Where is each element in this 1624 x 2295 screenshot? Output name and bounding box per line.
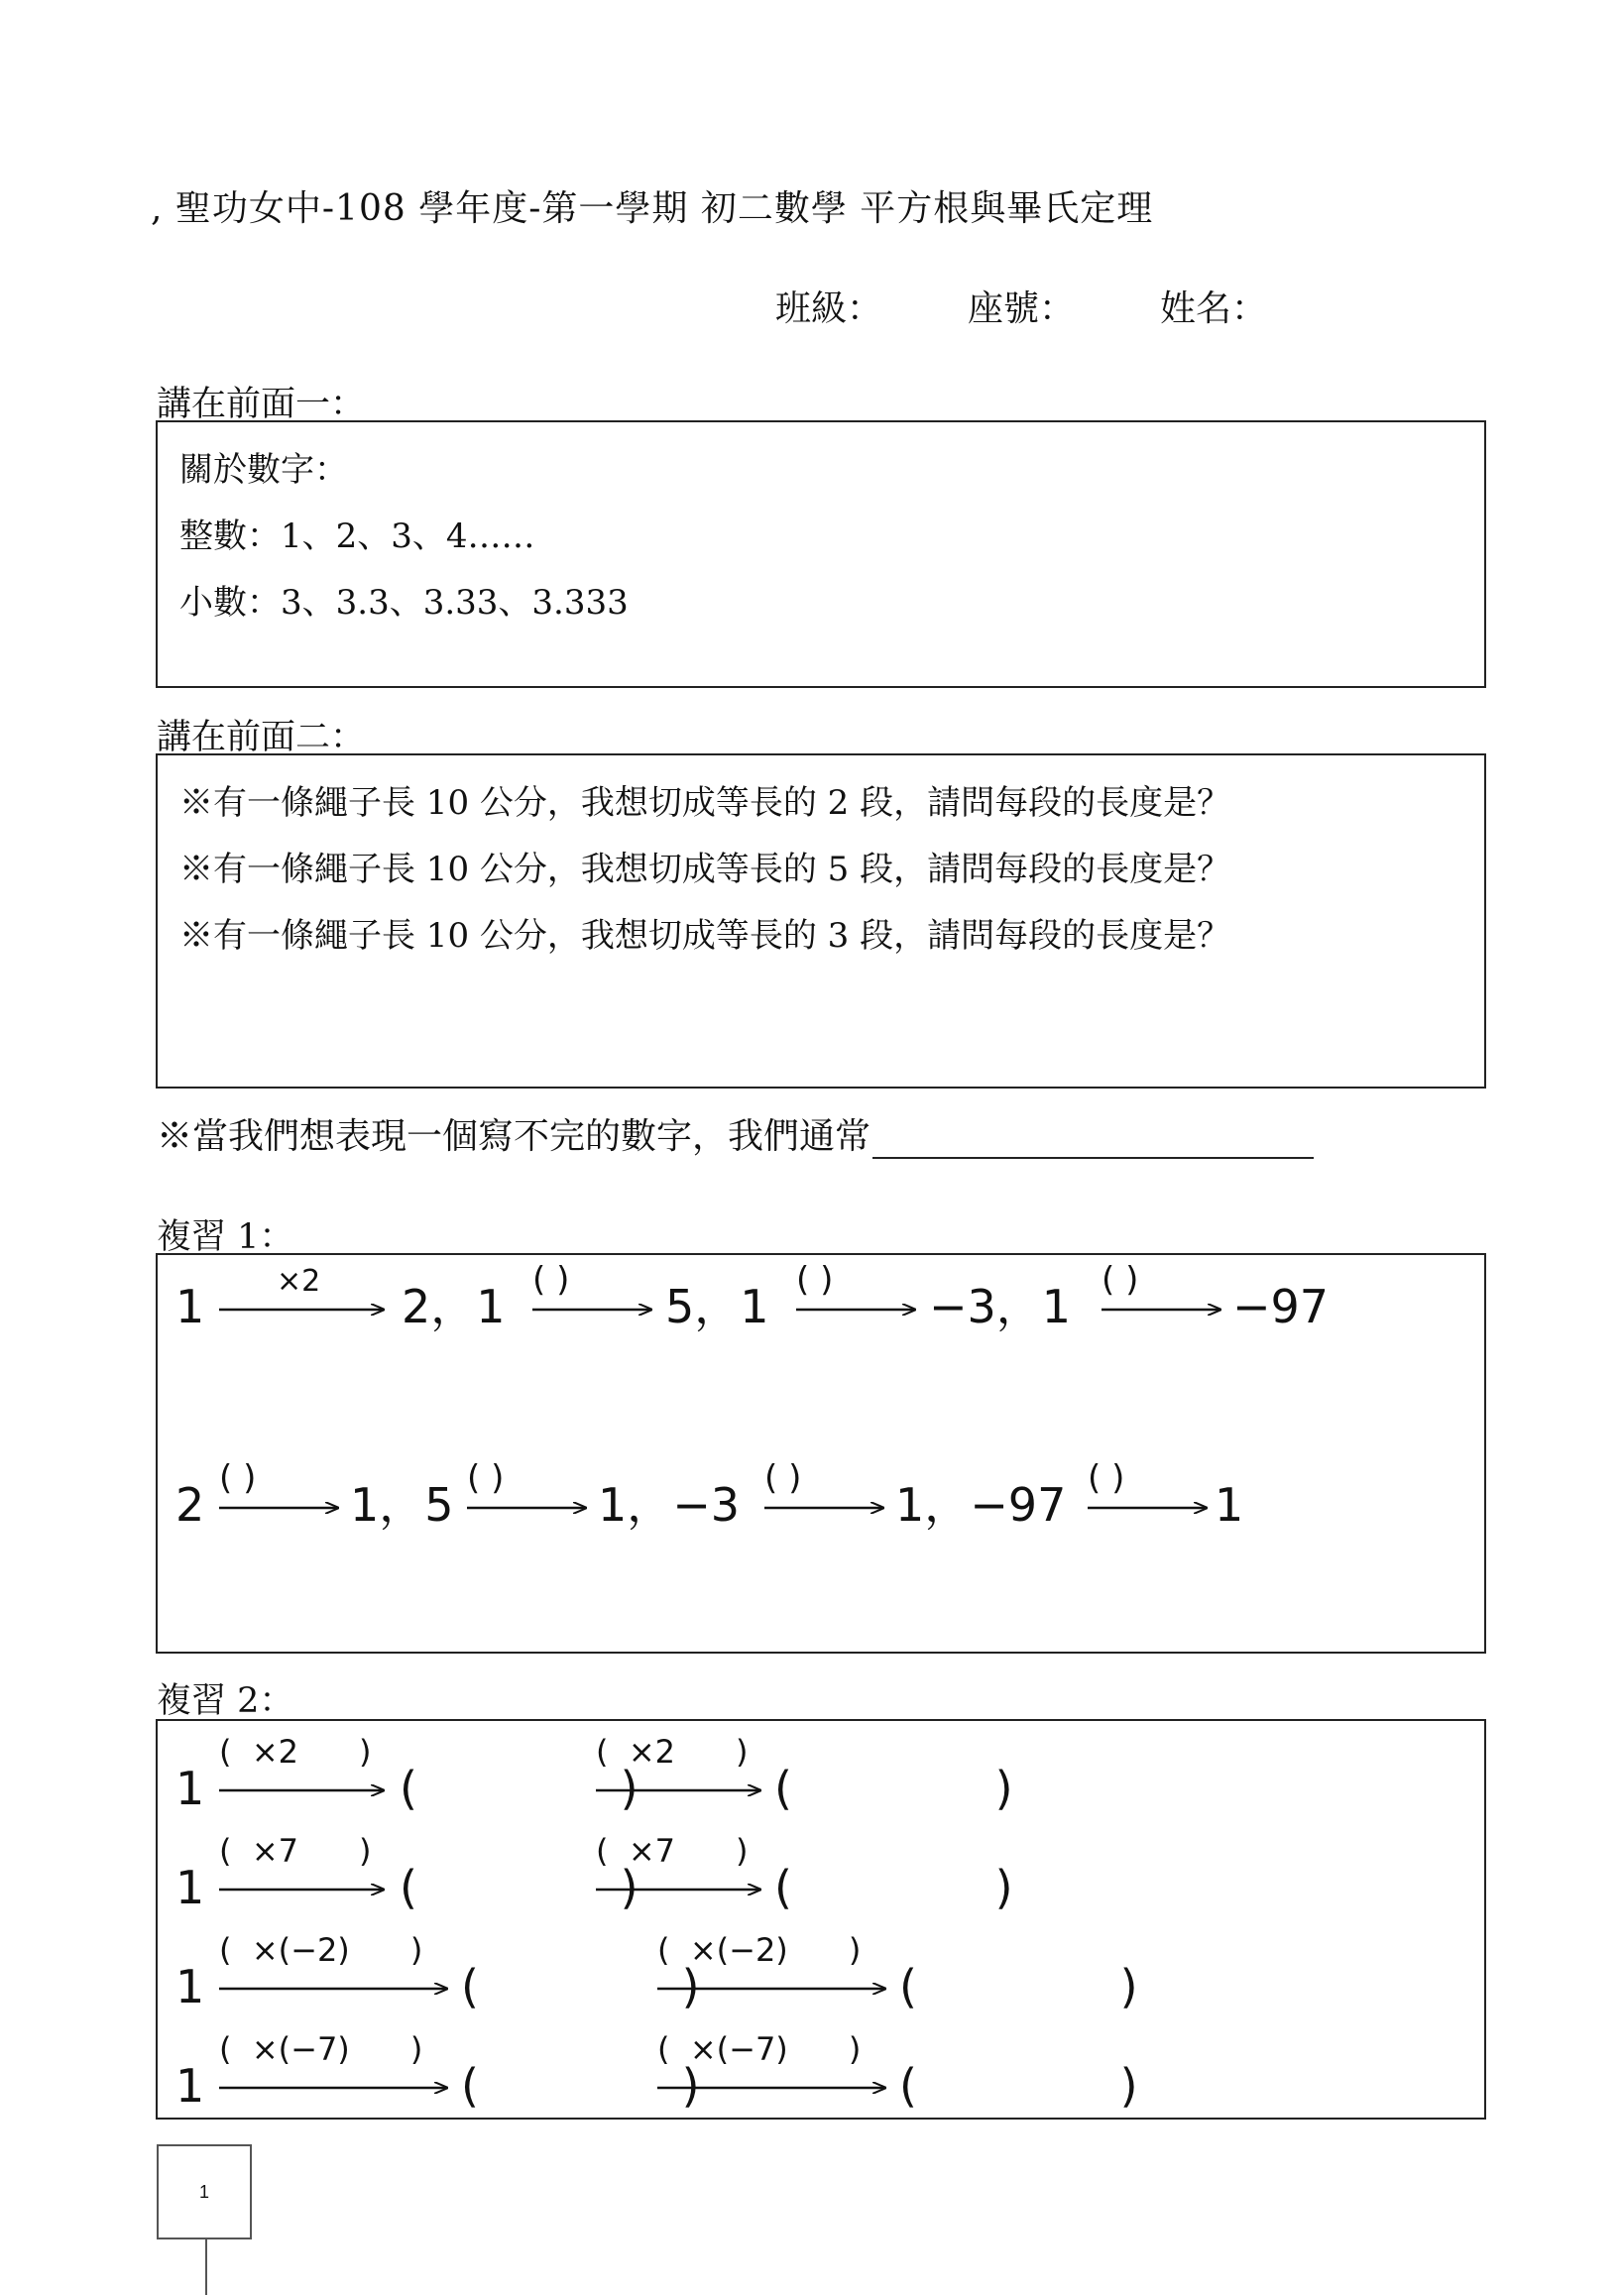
review1-label: 複習 1： [157,1217,294,1257]
review1-r1-result4: −97 [1232,1280,1330,1333]
review2-r1-blank2[interactable]: ( ) [774,1762,1013,1815]
review1-r1-op3: ( ) [796,1260,834,1300]
note-text: ※當我們想表現一個寫不完的數字，我們通常 [157,1116,871,1157]
review2-r4-op1: ( ×(−7) ) [219,2030,423,2068]
review1-r2-result1: 1，5 [350,1478,454,1532]
seat-label: 座號： [968,288,1076,329]
review1-r2-result3: 1，−97 [895,1478,1067,1532]
review2-r2-start: 1 [175,1861,205,1914]
review2-r2-blank1[interactable]: ( ) [400,1861,638,1914]
section1-label: 講在前面一： [157,385,366,424]
page-number: 1 [198,2181,209,2202]
note-line [157,1108,1314,1159]
review1-diagram [158,1255,1484,1652]
review2-r3-start: 1 [175,1960,205,2013]
section1-line: 整數：1、2、3、4…… [179,516,535,556]
name-label: 姓名： [1160,288,1268,329]
review1-r2-op1: ( ) [219,1458,257,1498]
review2-r2-blank2[interactable]: ( ) [774,1861,1013,1914]
review1-r1-result1: 2，1 [402,1280,506,1333]
review1-r2-op2: ( ) [467,1458,505,1498]
review2-r2-op2: ( ×7 ) [596,1832,749,1870]
review2-r3-op2: ( ×(−2) ) [657,1931,862,1969]
review2-diagram [158,1721,1484,2118]
section1-line: 關於數字： [179,450,348,490]
review1-box [156,1253,1486,1654]
review2-r4-op2: ( ×(−7) ) [657,2030,862,2068]
section2-line: ※有一條繩子長 10 公分，我想切成等長的 2 段，請問每段的長度是？ [179,783,1231,823]
review1-r1-op4: ( ) [1102,1260,1139,1300]
page-number-connector [205,2238,207,2295]
review2-r3-blank2[interactable]: ( ) [899,1960,1138,2013]
review2-r3-blank1[interactable]: ( ) [461,1960,700,2013]
review1-r2-result4: 1 [1215,1478,1244,1532]
class-label: 班級： [775,288,883,329]
review1-r1-start: 1 [175,1280,205,1333]
section2-line: ※有一條繩子長 10 公分，我想切成等長的 5 段，請問每段的長度是？ [179,850,1231,889]
review1-r1-result3: −3，1 [929,1280,1072,1333]
review1-r2-start: 2 [175,1478,205,1532]
section2-line: ※有一條繩子長 10 公分，我想切成等長的 3 段，請問每段的長度是？ [179,916,1231,956]
section2-box [156,753,1486,1089]
page-number-box [157,2144,252,2239]
review2-r4-blank2[interactable]: ( ) [899,2059,1138,2113]
review2-box [156,1719,1486,2120]
review1-r2-op4: ( ) [1088,1458,1125,1498]
review2-r4-start: 1 [175,2059,205,2113]
review2-r2-op1: ( ×7 ) [219,1832,372,1870]
review1-r2-op3: ( ) [764,1458,802,1498]
review2-label: 複習 2： [157,1681,294,1721]
review1-r1-result2: 5，1 [665,1280,769,1333]
review2-r4-blank1[interactable]: ( ) [461,2059,700,2113]
review2-r1-op1: ( ×2 ) [219,1733,372,1771]
review2-r1-blank1[interactable]: ( ) [400,1762,638,1815]
page-title: , 聖功女中-108 學年度-第一學期 初二數學 平方根與畢氏定理 [151,188,1154,229]
review2-r1-op2: ( ×2 ) [596,1733,749,1771]
review2-r3-op1: ( ×(−2) ) [219,1931,423,1969]
review1-r2-result2: 1，−3 [598,1478,741,1532]
review1-r1-op1: ×2 [277,1264,321,1299]
section1-box [156,420,1486,688]
review2-r1-start: 1 [175,1762,205,1815]
review1-r1-op2: ( ) [532,1260,570,1300]
section2-label: 講在前面二： [157,718,366,757]
answer-blank[interactable] [872,1119,1314,1159]
section1-line: 小數：3、3.3、3.33、3.333 [179,583,629,623]
